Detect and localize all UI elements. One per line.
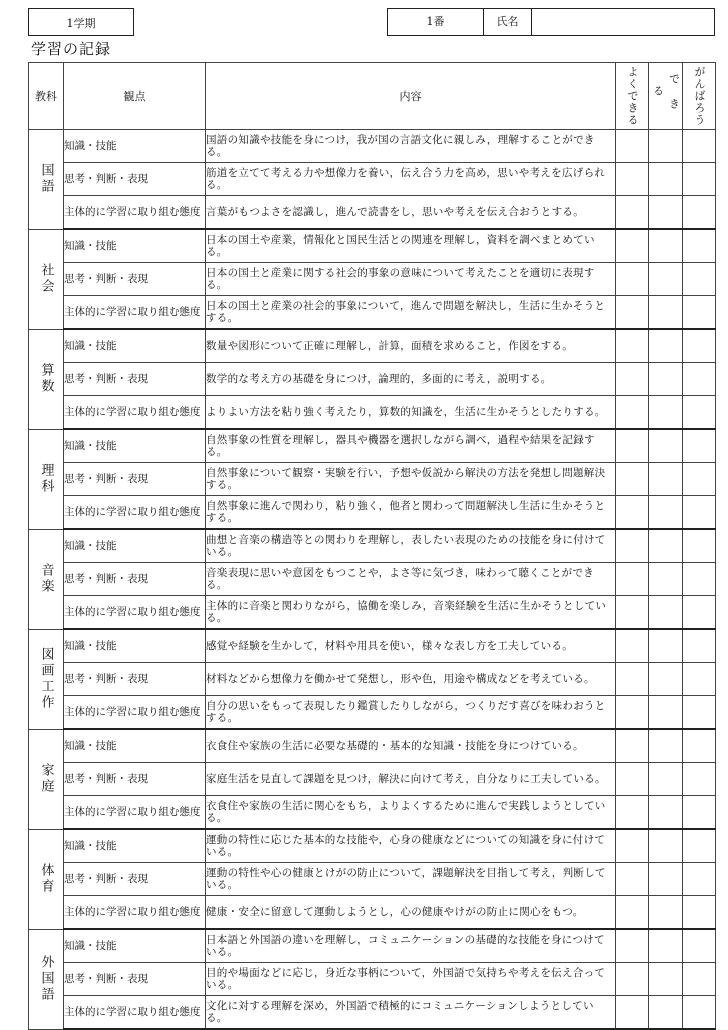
table-row — [29, 196, 716, 230]
content-cell: 健康・安全に留意して運動しようとし，心の健康やけがの防止に関心をもつ。 — [206, 896, 616, 930]
eval-cell-try[interactable] — [683, 163, 716, 196]
content-cell: 運動の特性に応じた基本的な技能や，心身の健康などについての知識を身に付けている。 — [206, 829, 616, 863]
eval-cell-excellent[interactable] — [616, 729, 649, 763]
content-cell: 衣食住や家族の生活に必要な基礎的・基本的な知識・技能を身につけている。 — [206, 729, 616, 763]
table-row — [29, 629, 716, 663]
subject-name: 算数 — [38, 363, 54, 395]
eval-cell-excellent[interactable] — [616, 796, 649, 830]
table-row — [29, 296, 716, 330]
eval-cell-try[interactable] — [683, 963, 716, 996]
viewpoint-cell: 主体的に学習に取り組む態度 — [64, 796, 206, 830]
eval-cell-excellent[interactable] — [616, 929, 649, 963]
table-row — [29, 696, 716, 730]
content-cell: 家庭生活を見直して課題を見つけ，解決に向けて考え，自分なりに工夫している。 — [206, 763, 616, 796]
subject-name: 音楽 — [38, 563, 54, 595]
table-row — [29, 429, 716, 463]
subject-cell — [29, 529, 64, 629]
eval-cell-try[interactable] — [683, 896, 716, 930]
viewpoint-cell: 思考・判断・表現 — [64, 863, 206, 896]
eval-cell-try[interactable] — [683, 729, 716, 763]
eval-cell-excellent[interactable] — [616, 896, 649, 930]
subject-cell — [29, 729, 64, 829]
eval-cell-good[interactable] — [649, 496, 683, 530]
eval-cell-excellent[interactable] — [616, 363, 649, 396]
table-row — [29, 829, 716, 863]
content-cell: 自分の思いをもって表現したり鑑賞したりしながら，つくりだす喜びを味わおうとする。 — [206, 696, 616, 730]
eval-cell-excellent[interactable] — [616, 296, 649, 330]
table-row — [29, 163, 716, 196]
table-row — [29, 496, 716, 530]
eval-cell-excellent[interactable] — [616, 763, 649, 796]
content-cell: 日本語と外国語の違いを理解し，コミュニケーションの基礎的な技能を身につけている。 — [206, 929, 616, 963]
table-row — [29, 263, 716, 296]
page-title: 学習の記録 — [31, 40, 112, 58]
viewpoint-cell: 知識・技能 — [64, 130, 206, 163]
record-table-body — [29, 130, 716, 1030]
eval-cell-try[interactable] — [683, 196, 716, 230]
eval-cell-try[interactable] — [683, 929, 716, 963]
header-eval-excellent — [616, 63, 649, 130]
content-cell: 国語の知識や技能を身につけ，我が国の言語文化に親しみ，理解することができる。 — [206, 130, 616, 163]
viewpoint-cell: 知識・技能 — [64, 229, 206, 263]
header-eval-excellent-label: よくできる — [626, 66, 639, 126]
subject-name: 理科 — [38, 463, 54, 495]
eval-cell-good[interactable] — [649, 829, 683, 863]
viewpoint-cell: 思考・判断・表現 — [64, 963, 206, 996]
content-cell: 言葉がもつよさを認識し，進んで読書をし，思いや考えを伝え合おうとする。 — [206, 196, 616, 230]
eval-cell-excellent[interactable] — [616, 963, 649, 996]
viewpoint-cell: 知識・技能 — [64, 629, 206, 663]
header-eval-good-label: できる — [651, 72, 681, 123]
viewpoint-cell: 主体的に学習に取り組む態度 — [64, 396, 206, 430]
content-cell: 自然事象について観察・実験を行い，予想や仮説から解決の方法を発想し問題解決する。 — [206, 463, 616, 496]
header-eval-good — [649, 63, 683, 130]
eval-cell-good[interactable] — [649, 896, 683, 930]
subject-name: 外国語 — [38, 955, 54, 1003]
eval-cell-good[interactable] — [649, 963, 683, 996]
eval-cell-excellent[interactable] — [616, 863, 649, 896]
eval-cell-excellent[interactable] — [616, 563, 649, 596]
eval-cell-try[interactable] — [683, 529, 716, 563]
eval-cell-good[interactable] — [649, 629, 683, 663]
header-eval-try — [683, 63, 716, 130]
eval-cell-try[interactable] — [683, 463, 716, 496]
viewpoint-cell: 知識・技能 — [64, 829, 206, 863]
student-info-box — [387, 8, 715, 36]
table-row — [29, 663, 716, 696]
subject-cell — [29, 329, 64, 429]
eval-cell-good[interactable] — [649, 396, 683, 430]
viewpoint-cell: 思考・判断・表現 — [64, 663, 206, 696]
eval-cell-excellent[interactable] — [616, 396, 649, 430]
eval-cell-good[interactable] — [649, 663, 683, 696]
content-cell: 自然事象の性質を理解し，器具や機器を選択しながら調べ，過程や結果を記録する。 — [206, 429, 616, 463]
subject-cell — [29, 629, 64, 729]
header-eval-try-label: がんばろう — [693, 66, 706, 126]
subject-name: 国語 — [38, 163, 54, 196]
eval-cell-excellent[interactable] — [616, 329, 649, 363]
table-row — [29, 563, 716, 596]
table-row — [29, 863, 716, 896]
subject-cell — [29, 829, 64, 929]
eval-cell-try[interactable] — [683, 629, 716, 663]
name-label: 氏名 — [484, 9, 532, 35]
eval-cell-try[interactable] — [683, 429, 716, 463]
eval-cell-good[interactable] — [649, 363, 683, 396]
eval-cell-excellent[interactable] — [616, 263, 649, 296]
table-row — [29, 396, 716, 430]
content-cell: 日本の国土と産業の社会的事象について，進んで問題を解決し，生活に生かそうとする。 — [206, 296, 616, 330]
eval-cell-try[interactable] — [683, 796, 716, 830]
table-row — [29, 763, 716, 796]
table-row — [29, 329, 716, 363]
content-cell: 数量や図形について正確に理解し，計算，面積を求めること，作図をする。 — [206, 329, 616, 363]
subject-name: 家庭 — [38, 763, 54, 795]
eval-cell-good[interactable] — [649, 296, 683, 330]
term-box — [28, 8, 134, 36]
table-row — [29, 729, 716, 763]
eval-cell-good[interactable] — [649, 229, 683, 263]
table-header-row — [29, 63, 716, 130]
header-subject: 教科 — [29, 63, 64, 130]
viewpoint-cell: 知識・技能 — [64, 329, 206, 363]
content-cell: 音楽表現に思いや意図をもつことや，よさ等に気づき，味わって聴くことができる。 — [206, 563, 616, 596]
subject-name: 体育 — [38, 863, 54, 895]
subject-cell — [29, 229, 64, 329]
content-cell: 衣食住や家族の生活に関心をもち，よりよくするために進んで実践しようとしている。 — [206, 796, 616, 830]
eval-cell-try[interactable] — [683, 763, 716, 796]
table-row — [29, 796, 716, 830]
eval-cell-excellent[interactable] — [616, 829, 649, 863]
table-row — [29, 529, 716, 563]
eval-cell-good[interactable] — [649, 796, 683, 830]
eval-cell-try[interactable] — [683, 296, 716, 330]
header-content: 内容 — [206, 63, 616, 130]
eval-cell-excellent[interactable] — [616, 429, 649, 463]
eval-cell-excellent[interactable] — [616, 196, 649, 230]
content-cell: 自然事象に進んで関わり，粘り強く，他者と関わって問題解決し生活に生かそうとする。 — [206, 496, 616, 530]
name-field[interactable] — [534, 9, 714, 35]
content-cell: よりよい方法を粘り強く考えたり，算数的知識を，生活に生かそうとしたりする。 — [206, 396, 616, 430]
eval-cell-try[interactable] — [683, 496, 716, 530]
viewpoint-cell: 知識・技能 — [64, 429, 206, 463]
eval-cell-try[interactable] — [683, 130, 716, 163]
content-cell: 運動の特性や心の健康とけがの防止について，課題解決を目指して考え，判断している。 — [206, 863, 616, 896]
viewpoint-cell: 思考・判断・表現 — [64, 763, 206, 796]
eval-cell-try[interactable] — [683, 363, 716, 396]
eval-cell-good[interactable] — [649, 729, 683, 763]
viewpoint-cell: 主体的に学習に取り組む態度 — [64, 596, 206, 630]
eval-cell-try[interactable] — [683, 596, 716, 630]
viewpoint-cell: 主体的に学習に取り組む態度 — [64, 996, 206, 1030]
viewpoint-cell: 知識・技能 — [64, 529, 206, 563]
eval-cell-excellent[interactable] — [616, 229, 649, 263]
eval-cell-try[interactable] — [683, 563, 716, 596]
viewpoint-cell: 主体的に学習に取り組む態度 — [64, 196, 206, 230]
table-row — [29, 229, 716, 263]
eval-cell-good[interactable] — [649, 429, 683, 463]
subject-name: 図画工作 — [38, 647, 54, 711]
content-cell: 筋道を立てて考える力や想像力を養い，伝え合う力を高め，思いや考えを広げられる。 — [206, 163, 616, 196]
eval-cell-good[interactable] — [649, 329, 683, 363]
table-row — [29, 929, 716, 963]
table-row — [29, 463, 716, 496]
subject-cell — [29, 929, 64, 1029]
eval-cell-good[interactable] — [649, 463, 683, 496]
subject-cell — [29, 429, 64, 529]
content-cell: 数学的な考え方の基礎を身につけ，論理的，多面的に考え，説明する。 — [206, 363, 616, 396]
eval-cell-try[interactable] — [683, 263, 716, 296]
eval-cell-good[interactable] — [649, 929, 683, 963]
eval-cell-excellent[interactable] — [616, 629, 649, 663]
viewpoint-cell: 主体的に学習に取り組む態度 — [64, 296, 206, 330]
content-cell: 文化に対する理解を深め，外国語で積極的にコミュニケーションしようとしている。 — [206, 996, 616, 1030]
viewpoint-cell: 思考・判断・表現 — [64, 563, 206, 596]
eval-cell-try[interactable] — [683, 863, 716, 896]
eval-cell-try[interactable] — [683, 329, 716, 363]
content-cell: 主体的に音楽と関わりながら，協働を楽しみ，音楽経験を生活に生かそうとしている。 — [206, 596, 616, 630]
eval-cell-good[interactable] — [649, 529, 683, 563]
eval-cell-good[interactable] — [649, 163, 683, 196]
student-number: 1番 — [388, 9, 484, 35]
eval-cell-good[interactable] — [649, 263, 683, 296]
table-row — [29, 130, 716, 163]
eval-cell-excellent[interactable] — [616, 663, 649, 696]
record-table — [28, 62, 716, 1030]
eval-cell-try[interactable] — [683, 229, 716, 263]
viewpoint-cell: 思考・判断・表現 — [64, 363, 206, 396]
eval-cell-good[interactable] — [649, 130, 683, 163]
eval-cell-good[interactable] — [649, 563, 683, 596]
table-row — [29, 363, 716, 396]
viewpoint-cell: 思考・判断・表現 — [64, 463, 206, 496]
content-cell: 目的や場面などに応じ，身近な事柄について，外国語で気持ちや考えを伝え合っている。 — [206, 963, 616, 996]
subject-name: 社会 — [38, 263, 54, 295]
eval-cell-good[interactable] — [649, 596, 683, 630]
table-row — [29, 596, 716, 630]
viewpoint-cell: 主体的に学習に取り組む態度 — [64, 696, 206, 730]
content-cell: 日本の国土と産業に関する社会的事象の意味について考えたことを適切に表現する。 — [206, 263, 616, 296]
viewpoint-cell: 主体的に学習に取り組む態度 — [64, 896, 206, 930]
eval-cell-try[interactable] — [683, 663, 716, 696]
eval-cell-excellent[interactable] — [616, 130, 649, 163]
content-cell: 日本の国土や産業，情報化と国民生活との関連を理解し，資料を調べまとめている。 — [206, 229, 616, 263]
content-cell: 感覚や経験を生かして，材料や用具を使い，様々な表し方を工夫している。 — [206, 629, 616, 663]
eval-cell-good[interactable] — [649, 696, 683, 730]
eval-cell-excellent[interactable] — [616, 596, 649, 630]
viewpoint-cell: 主体的に学習に取り組む態度 — [64, 496, 206, 530]
eval-cell-excellent[interactable] — [616, 163, 649, 196]
eval-cell-excellent[interactable] — [616, 496, 649, 530]
viewpoint-cell: 思考・判断・表現 — [64, 263, 206, 296]
viewpoint-cell: 知識・技能 — [64, 929, 206, 963]
eval-cell-good[interactable] — [649, 763, 683, 796]
table-row — [29, 896, 716, 930]
eval-cell-excellent[interactable] — [616, 529, 649, 563]
viewpoint-cell: 思考・判断・表現 — [64, 163, 206, 196]
eval-cell-try[interactable] — [683, 829, 716, 863]
eval-cell-good[interactable] — [649, 196, 683, 230]
eval-cell-good[interactable] — [649, 863, 683, 896]
header-viewpoint: 観点 — [64, 63, 206, 130]
eval-cell-try[interactable] — [683, 396, 716, 430]
content-cell: 曲想と音楽の構造等との関わりを理解し，表したい表現のための技能を身に付けている。 — [206, 529, 616, 563]
eval-cell-try[interactable] — [683, 696, 716, 730]
table-row — [29, 963, 716, 996]
term-label: 1学期 — [66, 17, 96, 30]
eval-cell-excellent[interactable] — [616, 696, 649, 730]
eval-cell-excellent[interactable] — [616, 463, 649, 496]
subject-cell — [29, 130, 64, 230]
viewpoint-cell: 知識・技能 — [64, 729, 206, 763]
content-cell: 材料などから想像力を働かせて発想し，形や色，用途や構成などを考えている。 — [206, 663, 616, 696]
